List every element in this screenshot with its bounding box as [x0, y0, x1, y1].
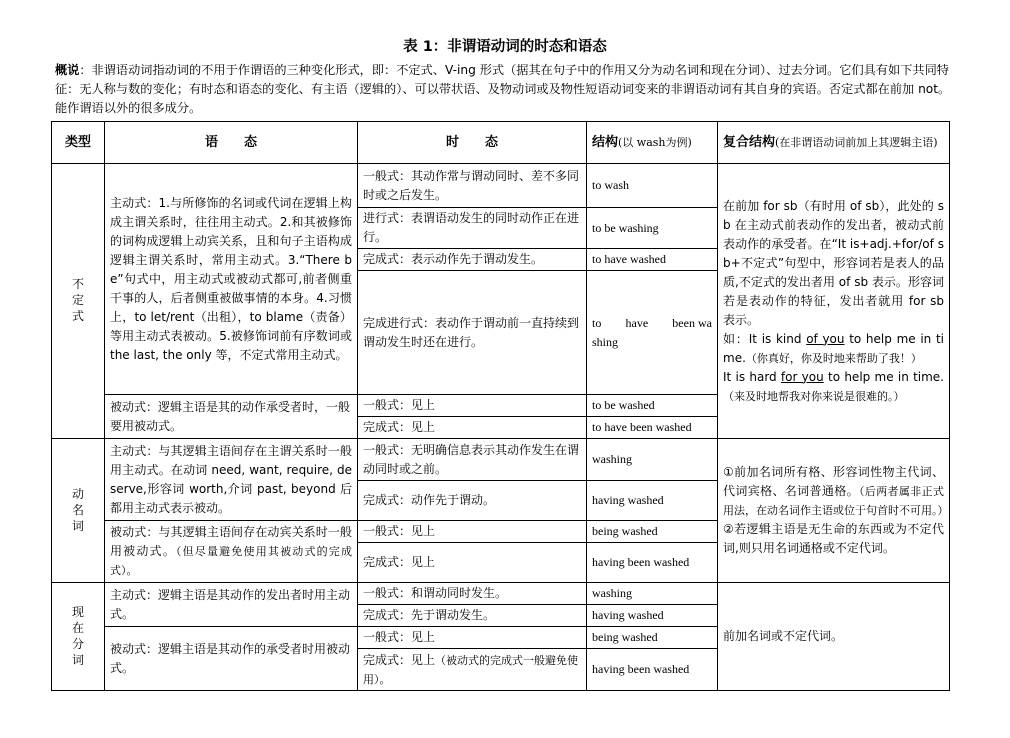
infinitive-tense-simple: 一般式：其动作常与谓动同时、差不多同时或之后发生。 [358, 164, 587, 208]
header-tense: 时 态 [358, 122, 587, 164]
infinitive-passive-perfect-struct: to have been washed [587, 417, 718, 439]
participle-struct-perfect: having washed [587, 605, 718, 627]
intro-lead: 概说 [55, 63, 80, 77]
participle-compound: 前加名词或不定代词。 [718, 583, 950, 691]
infinitive-struct-perfect-progressive: to have been washing [587, 271, 718, 395]
type-participle: 现在分词 [52, 583, 105, 691]
participle-tense-simple: 一般式：和谓动同时发生。 [358, 583, 587, 605]
gerund-active-voice: 主动式：与其逻辑主语间存在主谓关系时一般用主动式。在动词 need, want, require, deserve,形容词 worth,介词 past, beyond 后都用主动式表示被动。 [105, 439, 358, 521]
gerund-passive-perfect: 完成式：见上 [358, 543, 587, 583]
infinitive-struct-progressive: to be washing [587, 208, 718, 249]
header-voice: 语 态 [105, 122, 358, 164]
participle-active-voice: 主动式：逻辑主语是其动作的发出者时用主动式。 [105, 583, 358, 627]
infinitive-passive-simple: 一般式：见上 [358, 395, 587, 417]
header-compound-note: (在非谓语动词前加上其逻辑主语) [775, 136, 938, 149]
infinitive-struct-simple: to wash [587, 164, 718, 208]
participle-struct-simple: washing [587, 583, 718, 605]
gerund-tense-simple: 一般式：无明确信息表示其动作发生在谓动同时或之前。 [358, 439, 587, 481]
participle-passive-simple: 一般式：见上 [358, 627, 587, 649]
infinitive-tense-progressive: 进行式：表谓语动发生的同时动作正在进行。 [358, 208, 587, 249]
infinitive-passive-perfect: 完成式：见上 [358, 417, 587, 439]
type-infinitive: 不定式 [52, 164, 105, 439]
header-compound-label: 复合结构 [723, 135, 776, 150]
header-structure [587, 122, 718, 164]
grammar-table [51, 121, 950, 691]
type-gerund: 动名词 [52, 439, 105, 583]
intro-text: ：非谓语动词指动词的不用于作谓语的三种变化形式，即：不定式、V-ing 形式（据其在句子中的作用又分为动名词和现在分词）、过去分词。它们具有如下共同特征：无人称与数的变化；有时态和语态的变化、有主语（逻辑的）、可以带状语、及物动词或及物性短语动词变来的非谓语动词有其自身的宾语。否定式都在前加 not。能作谓语以外的很多成分。 [55, 63, 951, 115]
table-row [52, 439, 950, 481]
infinitive-struct-perfect: to have washed [587, 249, 718, 271]
gerund-compound: ①前加名词所有格、形容词性物主代词、代词宾格、名词普通格。（后两者属非正式用法，在动名词作主语或位于句首时不可用。）②若逻辑主语是无生命的东西或为不定代词,则只用名词通格或不定代词。 [718, 439, 950, 583]
intro-paragraph [55, 61, 955, 118]
header-row [52, 122, 950, 164]
gerund-passive-voice: 被动式：与其逻辑主语间存在动宾关系时一般用被动式。（但尽量避免使用其被动式的完成式）。 [105, 521, 358, 583]
gerund-struct-perfect: having washed [587, 481, 718, 521]
infinitive-tense-perfect: 完成式：表示动作先于谓动发生。 [358, 249, 587, 271]
gerund-passive-simple: 一般式：见上 [358, 521, 587, 543]
page-title: 表 1：非谓语动词的时态和语态 [403, 39, 607, 55]
infinitive-passive-simple-struct: to be washed [587, 395, 718, 417]
header-compound [718, 122, 950, 164]
header-structure-label: 结构 [592, 135, 619, 150]
participle-tense-perfect: 完成式：先于谓动发生。 [358, 605, 587, 627]
gerund-struct-simple: washing [587, 439, 718, 481]
participle-passive-perfect: 完成式：见上（被动式的完成式一般避免使用）。 [358, 649, 587, 691]
participle-passive-perfect-struct: having been washed [587, 649, 718, 691]
gerund-passive-perfect-struct: having been washed [587, 543, 718, 583]
header-structure-note: (以 wash为例) [618, 136, 692, 149]
table-row [52, 164, 950, 208]
infinitive-active-voice: 主动式：1.与所修饰的名词或代词在逻辑上构成主谓关系时，往往用主动式。2.和其被修饰的词构成逻辑上动宾关系，且和句子主语构成逻辑主谓关系时，常用主动式。3.“There be”句式中，用主动式或被动式都可,前者侧重干事的人，后者侧重被做事情的本身。4.习惯上，to let/rent（出租），to blame（责备）等用主动式表被动。5.被修饰词前有序数词或 the last, the only 等，不定式常用主动式。 [105, 164, 358, 395]
infinitive-compound: 在前加 for sb（有时用 of sb），此处的 sb 在主动式前表动作的发出者，被动式前表动作的承受者。在“It is+adj.+for/of sb+不定式”句型中，形容词若是表人的品质,不定式的发出者用 of sb 表示。形容词若是表动作的特征，发出者就用 for sb 表示。 如：It is kind of you to help me in time.（你真好，你及时地来帮助了我！） It is hard for you to help me in time.（来及时地帮我对你来说是很难的。） [718, 164, 950, 439]
table-row [52, 583, 950, 605]
participle-passive-simple-struct: being washed [587, 627, 718, 649]
gerund-passive-simple-struct: being washed [587, 521, 718, 543]
header-type: 类型 [52, 122, 105, 164]
gerund-tense-perfect: 完成式：动作先于谓动。 [358, 481, 587, 521]
infinitive-passive-voice: 被动式：逻辑主语是其的动作承受者时，一般要用被动式。 [105, 395, 358, 439]
infinitive-tense-perfect-progressive: 完成进行式：表动作于谓动前一直持续到谓动发生时还在进行。 [358, 271, 587, 395]
participle-passive-voice: 被动式：逻辑主语是其动作的承受者时用被动式。 [105, 627, 358, 691]
